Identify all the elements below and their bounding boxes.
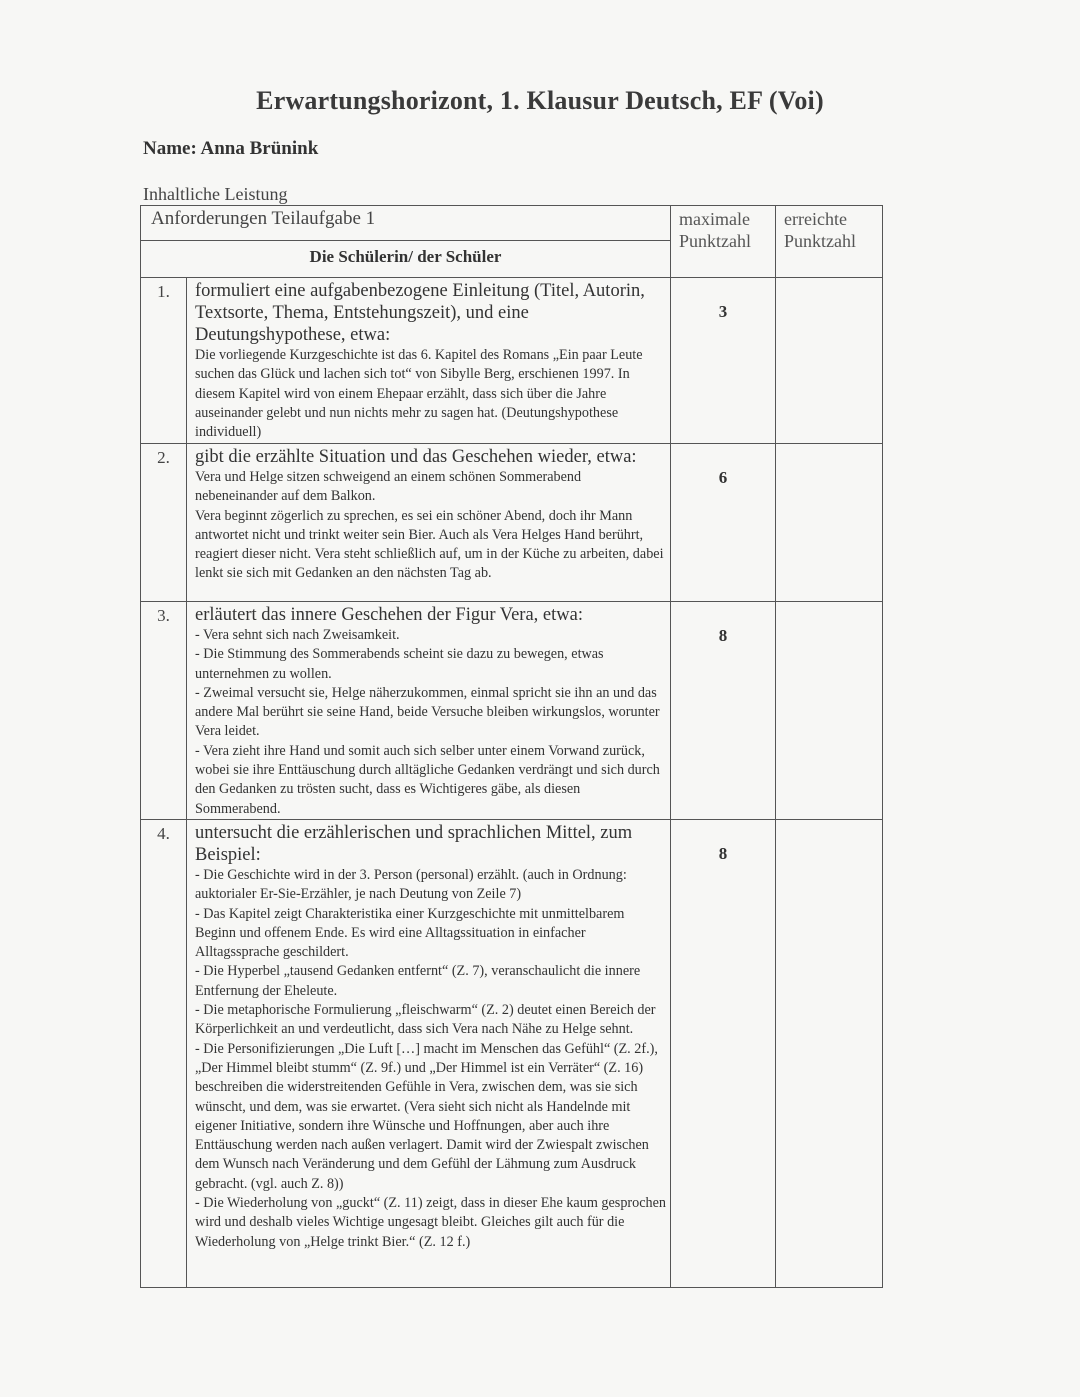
detail-line: - Die Stimmung des Sommerabends scheint sie dazu zu bewegen, etwas unternehmen zu wollen. xyxy=(195,646,604,682)
detail-line: - Die Geschichte wird in der 3. Person (personal) erzählt. (auch in Ordnung: auktorialer Er-Sie-Erzähler, je nach Deutung von Zeile 7) xyxy=(195,866,627,903)
row-number: 2. xyxy=(141,444,187,602)
detail-line: - Die Personifizierungen „Die Luft […] macht im Menschen das Gefühl“ (Z. 2f.), „Der Himmel bleibt stumm“ (Z. 9f.) und „Der Himmel ist ein Verräter“ (Z. 16) beschreiben die widerstreitenden Gefühle in Vera, zwischen dem, was sie sich wünscht, und dem, was sie erwartet. (Vera sieht sich nicht als Handelnde mit eigener Initiative, sondern ihre Wünsche und Hoffnungen, aber auch ihre Enttäuschung werden nach außen verlagert. Damit wird der Zwiespalt zwischen dem Wunsch nach Veränderung und dem Gefühl der Lähmung zum Ausdruck gebracht. (vgl. auch Z. 8)) xyxy=(195,1040,658,1192)
row-details xyxy=(195,346,666,442)
max-points-header: maximale Punktzahl xyxy=(671,206,776,278)
student-subheader: Die Schülerin/ der Schüler xyxy=(141,241,671,278)
row-number: 1. xyxy=(141,278,187,444)
row-lead: gibt die erzählte Situation und das Geschehen wieder, etwa: xyxy=(195,447,637,467)
max-points: 8 xyxy=(671,819,776,1287)
page-title: Erwartungshorizont, 1. Klausur Deutsch, EF (Voi) xyxy=(256,86,824,115)
detail-line: - Das Kapitel zeigt Charakteristika einer Kurzgeschichte mit unmittelbarem Beginn und offenem Ende. Es wird eine Alltagssituation in einfacher Alltagssprache geschildert. xyxy=(195,905,625,961)
row-lead: untersucht die erzählerischen und sprachlichen Mittel, zum Beispiel: xyxy=(195,822,633,865)
table-row xyxy=(141,278,883,444)
table-row xyxy=(141,444,883,602)
student-name: Name: Anna Brünink xyxy=(143,138,319,159)
detail-line: - Vera zieht ihre Hand und somit auch sich selber unter einem Vorwand zurück, wobei sie ihre Enttäuschung durch alltägliche Gedanken verdrängt und sich durch den Gedanken zu trösten sucht, dass es Wichtigeres gäbe, als diesen Sommerabend. xyxy=(195,742,660,817)
row-details xyxy=(195,626,666,819)
table-row xyxy=(141,602,883,820)
table-header-row xyxy=(141,206,883,241)
section-label: Inhaltliche Leistung xyxy=(143,184,288,204)
achieved-points xyxy=(776,819,883,1287)
row-details xyxy=(195,866,666,1252)
table-row xyxy=(141,819,883,1287)
row-lead: formuliert eine aufgabenbezogene Einleitung (Titel, Autorin, Textsorte, Thema, Entstehungszeit), und eine Deutungshypothese, etwa: xyxy=(195,281,645,345)
requirements-header: Anforderungen Teilaufgabe 1 xyxy=(141,206,671,241)
detail-line: - Die Wiederholung von „guckt“ (Z. 11) zeigt, dass in dieser Ehe kaum gesprochen wird und deshalb vieles Wichtige ungesagt bleibt. Gleiches gilt auch für die Wiederholung von „Helge trinkt Bier.“ (Z. 12 f.) xyxy=(195,1195,667,1250)
achieved-points xyxy=(776,278,883,444)
achieved-points-header: erreichte Punktzahl xyxy=(776,206,883,278)
achieved-points xyxy=(776,444,883,602)
detail-line: Vera und Helge sitzen schweigend an einem schönen Sommerabend nebeneinander auf dem Balkon. xyxy=(195,469,582,505)
row-number: 4. xyxy=(141,819,187,1287)
row-number: 3. xyxy=(141,602,187,820)
detail-line: - Die metaphorische Formulierung „fleischwarm“ (Z. 2) deutet einen Bereich der Körperlichkeit an und verdeutlicht, dass sich Vera nach Nähe zu Helge sehnt. xyxy=(195,1002,656,1038)
assessment-table xyxy=(140,205,883,1288)
achieved-points xyxy=(776,602,883,820)
max-points: 8 xyxy=(671,602,776,820)
row-content xyxy=(187,444,671,602)
row-lead: erläutert das innere Geschehen der Figur Vera, etwa: xyxy=(195,605,583,625)
row-content xyxy=(187,602,671,820)
row-content xyxy=(187,819,671,1287)
row-details xyxy=(195,468,666,584)
detail-line: Vera beginnt zögerlich zu sprechen, es sei ein schöner Abend, doch ihr Mann antwortet nicht und trinkt weiter sein Bier. Auch als Vera Helges Hand berührt, reagiert dieser nicht. Vera steht schließlich auf, um in der Küche zu arbeiten, dabei lenkt sie sich mit Gedanken an den nächsten Tag ab. xyxy=(195,507,664,582)
detail-line: - Die Hyperbel „tausend Gedanken entfernt“ (Z. 7), veranschaulicht die innere Entfernung der Eheleute. xyxy=(195,963,641,999)
max-points: 3 xyxy=(671,278,776,444)
detail-line: - Vera sehnt sich nach Zweisamkeit. xyxy=(195,627,400,643)
row-content xyxy=(187,278,671,444)
max-points: 6 xyxy=(671,444,776,602)
detail-line: Die vorliegende Kurzgeschichte ist das 6. Kapitel des Romans „Ein paar Leute suchen das Glück und lachen sich tot“ von Sibylle Berg, erschienen 1997. In diesem Kapitel wird von einem Ehepaar erzählt, dass sich über die Jahre auseinander gelebt und nun nichts mehr zu sagen hat. (Deutungshypothese individuell) xyxy=(195,347,643,441)
detail-line: - Zweimal versucht sie, Helge näherzukommen, einmal spricht sie ihn an und das andere Mal berührt sie seine Hand, beide Versuche bleiben wirkungslos, worunter Vera leidet. xyxy=(195,684,660,740)
